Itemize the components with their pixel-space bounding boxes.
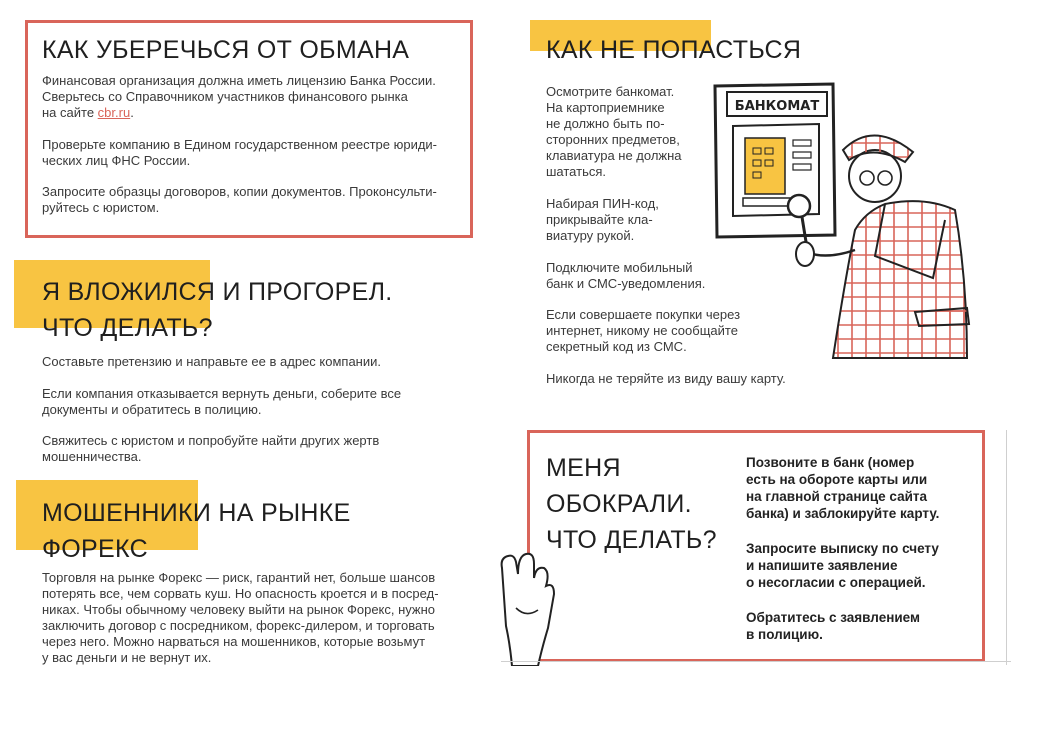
page-edge-horizontal	[501, 661, 1011, 662]
paragraph-forex: Торговля на рынке Форекс — риск, гарантий нет, больше шансов потерять все, чем сорвать куш. Но опасность кроется и в посред- никах. Чтобы обычному человеку выйти на рынок Форекс, нужно заключить договор с посредником, форекс-дилером, и торговать через него. Можно нарваться на мошенников, которые возьмут у вас деньги и не вернут их.	[42, 570, 439, 665]
paragraph-sms-code: Если совершаете покупки через интернет, никому не сообщайте секретный код из СМС.	[546, 307, 741, 354]
hand-illustration	[498, 548, 558, 666]
section-title-forex-line2: ФОРЕКС	[42, 535, 148, 563]
atm-label: БАНКОМАТ	[734, 99, 820, 114]
paragraph-statement: Запросите выписку по счету и напишите заявление о несогласии с операцией.	[746, 541, 939, 590]
paragraph-license-text: Финансовая организация должна иметь лицензию Банка России. Сверьтесь со Справочником участников финансового рынка на сайте	[42, 73, 436, 120]
section-title-invested-line1: Я ВЛОЖИЛСЯ И ПРОГОРЕЛ.	[42, 278, 393, 306]
paragraph-cover-pin: Набирая ПИН-код, прикрывайте кла- виатуру рукой.	[546, 196, 659, 243]
page-edge-vertical	[1006, 430, 1007, 665]
paragraph-registry: Проверьте компанию в Едином государственном реестре юриди- ческих лиц ФНС России.	[42, 137, 438, 168]
atm-detective-illustration	[705, 80, 985, 390]
paragraph-police-report: Обратитесь с заявлением в полицию.	[746, 610, 920, 642]
section-title-dont-get-caught: КАК НЕ ПОПАСТЬСЯ	[546, 36, 802, 64]
section-title-robbed-line2: ОБОКРАЛИ.	[546, 490, 692, 518]
paragraph-police: Если компания отказывается вернуть деньги, соберите все документы и обратитесь в полицию.	[42, 386, 402, 417]
paragraph-card-sight: Никогда не теряйте из виду вашу карту.	[546, 371, 786, 386]
paragraph-inspect-atm: Осмотрите банкомат. На картоприемнике не должно быть по- сторонних предметов, клавиатура не должна шататься.	[546, 84, 682, 179]
paragraph-license-end: .	[130, 105, 134, 120]
paragraph-license	[42, 73, 462, 121]
section-title-robbed-line1: МЕНЯ	[546, 454, 621, 482]
paragraph-lawyer: Свяжитесь с юристом и попробуйте найти других жертв мошенничества.	[42, 433, 380, 464]
paragraph-claim: Составьте претензию и направьте ее в адрес компании.	[42, 354, 381, 369]
cbr-link[interactable]: cbr.ru	[97, 105, 131, 120]
section-title-forex-line1: МОШЕННИКИ НА РЫНКЕ	[42, 499, 351, 527]
section-title-invested-line2: ЧТО ДЕЛАТЬ?	[42, 314, 213, 342]
section-title-avoid-fraud: КАК УБЕРЕЧЬСЯ ОТ ОБМАНА	[42, 36, 410, 64]
paragraph-sms-notify: Подключите мобильный банк и СМС-уведомления.	[546, 260, 706, 291]
section-title-robbed-line3: ЧТО ДЕЛАТЬ?	[546, 526, 717, 554]
paragraph-contracts: Запросите образцы договоров, копии документов. Проконсульти- руйтесь с юристом.	[42, 184, 437, 215]
paragraph-call-bank: Позвоните в банк (номер есть на обороте карты или на главной странице сайта банка) и заблокируйте карту.	[746, 455, 940, 521]
